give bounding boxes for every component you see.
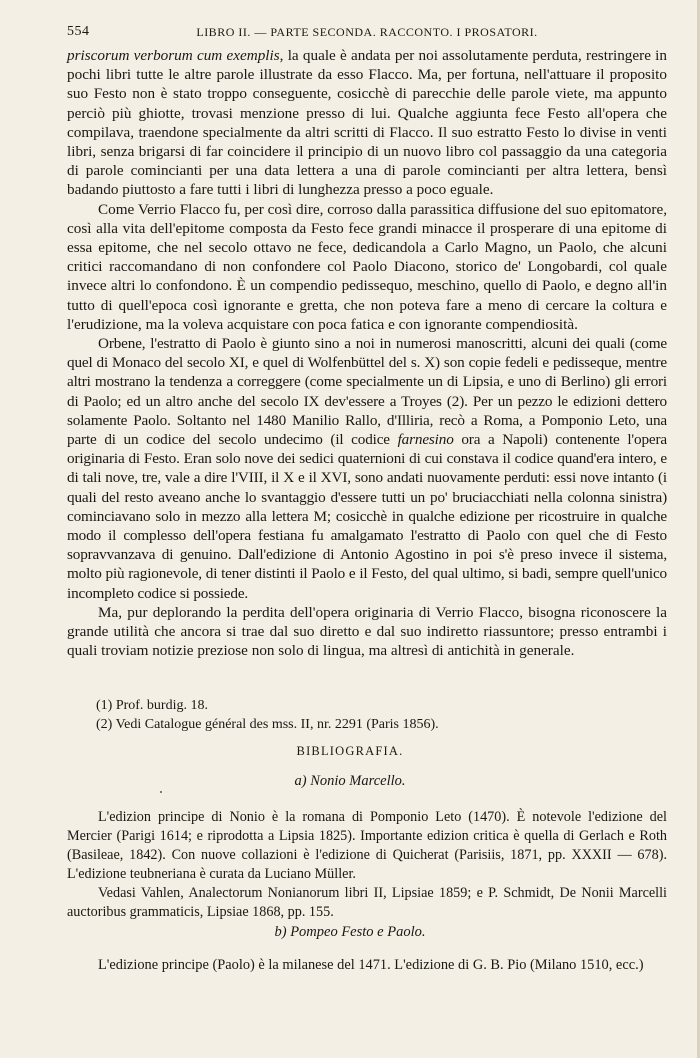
section-title: BIBLIOGRAFIA.	[296, 744, 404, 758]
paragraph-1	[67, 46, 667, 200]
subsection-b-title: b) Pompeo Festo e Paolo.	[274, 924, 426, 940]
page-number: 554	[67, 24, 90, 39]
speck	[160, 791, 162, 793]
footnotes	[96, 696, 656, 734]
paragraph-4: Ma, pur deplorando la perdita dell'opera originaria di Verrio Flacco, bisogna riconoscere la grande utilità che ancora si trae dal suo diretto e dal suo indiretto riassuntore; presso entrambi i quali troviam notizie preziose non solo di lingua, ma altresì di antichità in generale.	[67, 603, 667, 660]
paragraph-3	[67, 334, 667, 603]
bibliography-a-paragraph-2: Vedasi Vahlen, Analectorum Nonianorum libri II, Lipsiae 1859; e P. Schmidt, De Nonii Marcelli auctoribus grammaticis, Lipsiae 1868, pp. 155.	[67, 885, 667, 920]
paragraph-2: Come Verrio Flacco fu, per così dire, corroso dalla parassitica diffusione del suo epitomatore, così alla vita dell'epitome composta da Festo fece grandi minacce il prosperare di una epitome di essa epitome, che nel secolo ottavo ne fece, dedicandola a Carlo Magno, un Paolo, che alcuni critici raccomandano di non confondere col Paolo Diacono, storico de' Longobardi, col quale invece altri lo confondono. È un compendio pedissequo, meschino, quello di Paolo, e degno all'in tutto di quell'epoca così ignorante e gretta, che non poteva fare a meno di cercare la coltura e l'erudizione, ma la voleva acquistare con poca fatica e con ignorante compendiosità.	[67, 200, 667, 333]
main-text	[67, 46, 667, 661]
codex-name: farnesino	[397, 431, 454, 449]
bibliography-a	[67, 808, 667, 922]
footnote-2: (2) Vedi Catalogue général des mss. II, nr. 2291 (Paris 1856).	[96, 717, 439, 732]
paragraph-3-text-b: ora a Napoli) contenente l'opera originaria di Festo. Eran solo nove dei sedici quaternioni di cui constava il codice quand'era intero, e di tali nove, tre, vale a dire l'VIII, il X e il XVI, sono andati nuovamente perduti: essi nove intanto (i quali del resto aveano anche lo svantaggio d'essere tutti un po' bruciacchiati nella colonna sinistra) cominciavano solo in mezzo alla lettera M; cosicchè in qualche edizione per ricostruire in qualche modo il complesso dell'opera festiana fu amalgamato l'estratto di Paolo con quel che di Festo sopravvanzava di genuino. Dall'edizione di Antonio Agostino in poi s'è preso invece il sistema, molto più ragionevole, di tener distinti il Paolo e il Festo, del qual ultimo, si badi, sempre quell'unico incompleto codice si possiede.	[67, 431, 667, 602]
footnote-1: (1) Prof. burdig. 18.	[96, 698, 208, 713]
bibliography-a-paragraph-1: L'edizion principe di Nonio è la romana di Pomponio Leto (1470). È notevole l'edizione del Mercier (Parigi 1614; e riprodotta a Lipsia 1825). Importante edizion critica è quella di Gerlach e Roth (Basileae, 1842). Con nuove collazioni è l'edizione di Quicherat (Parisiis, 1871, pp. XXXII — 678). L'edizione teubneriana è curata da Luciano Müller.	[67, 809, 667, 882]
paragraph-3-text-a: Orbene, l'estratto di Paolo è giunto sino a noi in numerosi manoscritti, alcuni dei quali (come quel di Monaco del secolo XI, e quel di Wolfenbüttel del s. X) son copie fedeli e pedisseque, mentre altri mostrano la tendenza a correggere (come specialmente un di Lipsia, e uno di Berlino) gli errori di Paolo; ed un altro anche del secolo IX dev'essere a Troyes (2). Per un pezzo le edizioni dettero solamente Paolo. Soltanto nel 1480 Manilio Rallo, d'Illiria, recò a Roma, a Pomponio Leto, una parte di un codice del secolo undecimo (il codice	[67, 335, 667, 449]
page-header	[67, 24, 667, 42]
bibliography-b	[67, 956, 667, 975]
bibliography-b-paragraph-1: L'edizione principe (Paolo) è la milanese del 1471. L'edizione di G. B. Pio (Milano 1510, ecc.)	[98, 957, 644, 973]
running-title: LIBRO II. — PARTE SECONDA. RACCONTO. I PROSATORI.	[196, 25, 538, 39]
paragraph-1-text: , la quale è andata per noi assolutamente perduta, restringere in pochi libri tutte le altre parole illustrate da esso Flacco. Ma, per fortuna, nell'attuare il proposito suo Festo non è stato troppo conseguente, cosicchè di parecchie delle parole viete, ma appunto perciò più ghiotte, trovasi menzione presso di lui. Qualche aggiunta fece Festo all'opera che compilava, traendone specialmente da altri scritti di Flacco. Il suo estratto Festo lo divise in venti libri, senza brigarsi di far coincidere il principio di un nuovo libro col passaggio da una categoria di parole comincianti per una data lettera a una di parole comincianti per altra lettera, bensì badando piuttosto a fare tutti i libri di lunghezza presso a poco eguale.	[67, 47, 667, 199]
latin-title: priscorum verborum cum exemplis	[67, 47, 280, 64]
subsection-a-title: a) Nonio Marcello.	[294, 773, 406, 789]
